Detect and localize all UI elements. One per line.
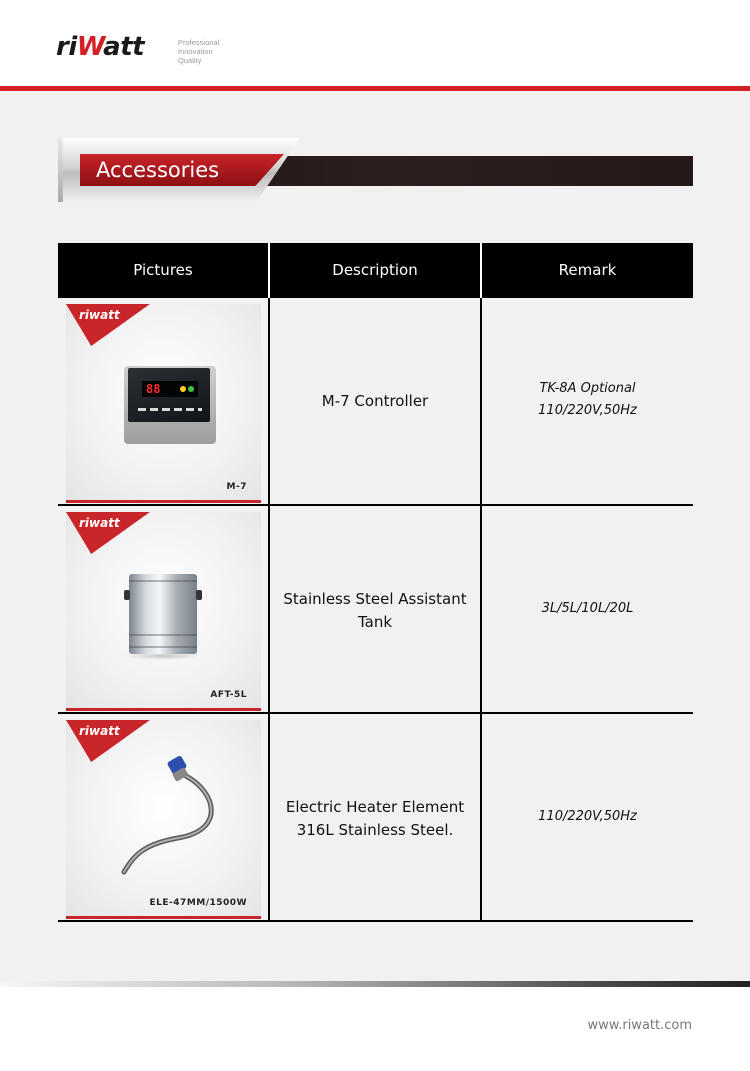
table-header (58, 243, 693, 298)
ribbon-brand-text: riwatt (79, 308, 120, 322)
tank-handle (196, 590, 202, 600)
tank-rib (129, 580, 197, 582)
controller-buttons (138, 408, 202, 411)
table-row (58, 298, 693, 506)
page-header (0, 0, 750, 86)
header-description: Description (332, 261, 418, 279)
heater-element-image (66, 720, 261, 916)
remark-line: 110/220V,50Hz (538, 403, 637, 418)
product-picture (66, 512, 261, 711)
tank-handle (124, 590, 130, 600)
display-digits: 88 (146, 382, 161, 396)
controller-face (128, 368, 210, 422)
remark-line: 3L/5L/10L/20L (541, 601, 634, 616)
status-led (180, 386, 186, 392)
description-text (270, 588, 480, 634)
header-remark: Remark (558, 261, 617, 279)
description-line: Tank (357, 613, 393, 631)
remark-text (482, 598, 693, 620)
website-link[interactable]: www.riwatt.com (587, 1018, 692, 1033)
table-row (58, 714, 693, 922)
status-led (188, 386, 194, 392)
model-label: M-7 (226, 482, 247, 492)
description-line: M-7 Controller (321, 392, 429, 410)
description-line: Electric Heater Element (285, 798, 465, 816)
model-label: AFT-5L (210, 690, 247, 700)
riwatt-logo: riWatt (56, 32, 145, 62)
section-title: Accessories (96, 158, 220, 182)
controller-image (124, 366, 216, 444)
tank-rib (129, 646, 197, 648)
description-text (270, 390, 480, 413)
header-pictures: Pictures (133, 261, 193, 279)
description-text (270, 796, 480, 842)
model-label: ELE-47MM/1500W (149, 898, 247, 908)
accessories-table (58, 243, 693, 922)
ribbon-brand-text: riwatt (79, 516, 120, 530)
ribbon-brand-text: riwatt (79, 724, 120, 738)
product-picture (66, 304, 261, 503)
remark-line: TK-8A Optional (539, 381, 636, 396)
table-row (58, 506, 693, 714)
remark-text (482, 378, 693, 422)
brand-tagline: Professional Innovation Quality (178, 38, 220, 65)
tank-rib (129, 634, 197, 636)
tank-image (129, 574, 197, 654)
description-line: 316L Stainless Steel. (296, 821, 454, 839)
section-banner (58, 138, 693, 202)
product-picture (66, 720, 261, 919)
remark-line: 110/220V,50Hz (538, 809, 637, 824)
footer-divider (0, 981, 750, 987)
remark-text (482, 806, 693, 828)
description-line: Stainless Steel Assistant (283, 590, 467, 608)
